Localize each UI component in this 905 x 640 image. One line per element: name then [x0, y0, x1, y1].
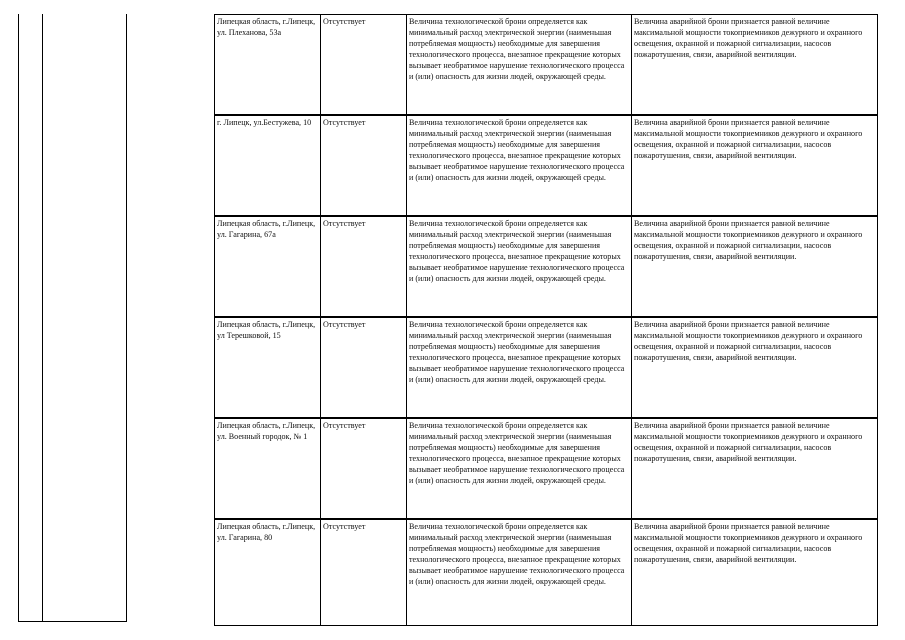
tech-reserve-cell: Величина технологической брони определяется как минимальный расход электрической энергии (наименьшая потребляемая мощность) необходимые для завершения технологического процесса, внезапное прекращение которых вызывает необратимое нарушение технологического процесса и (или) опасность для жизни людей, окружающей среды. [407, 519, 632, 626]
left-table-border [18, 14, 19, 622]
left-table-divider [126, 14, 127, 622]
table-row [215, 418, 878, 519]
address-cell: Липецкая область, г.Липецк, ул. Военный городок, № 1 [215, 418, 321, 519]
left-table-divider [42, 14, 43, 622]
table-row [215, 317, 878, 418]
emergency-reserve-cell: Величина аварийной брони признается равной величине максимальной мощности токоприемников дежурного и охранного освещения, охранной и пожарной сигнализации, насосов пожаротушения, связи, аварийной вентиляции. [632, 519, 878, 626]
reserve-table [214, 14, 878, 626]
tech-reserve-cell: Величина технологической брони определяется как минимальный расход электрической энергии (наименьшая потребляемая мощность) необходимые для завершения технологического процесса, внезапное прекращение которых вызывает необратимое нарушение технологического процесса и (или) опасность для жизни людей, окружающей среды. [407, 418, 632, 519]
address-cell: Липецкая область, г.Липецк, ул Терешковой, 15 [215, 317, 321, 418]
table-row [215, 115, 878, 216]
table-row [215, 15, 878, 116]
tech-reserve-cell: Величина технологической брони определяется как минимальный расход электрической энергии (наименьшая потребляемая мощность) необходимые для завершения технологического процесса, внезапное прекращение которых вызывает необратимое нарушение технологического процесса и (или) опасность для жизни людей, окружающей среды. [407, 15, 632, 116]
emergency-reserve-cell: Величина аварийной брони признается равной величине максимальной мощности токоприемников дежурного и охранного освещения, охранной и пожарной сигнализации, насосов пожаротушения, связи, аварийной вентиляции. [632, 317, 878, 418]
status-cell: Отсутствует [321, 115, 407, 216]
address-cell: Липецкая область, г.Липецк, ул. Плеханова, 53а [215, 15, 321, 116]
status-cell: Отсутствует [321, 216, 407, 317]
table-row [215, 519, 878, 626]
status-cell: Отсутствует [321, 15, 407, 116]
left-table-bottom-border [18, 621, 127, 622]
status-cell: Отсутствует [321, 519, 407, 626]
emergency-reserve-cell: Величина аварийной брони признается равной величине максимальной мощности токоприемников дежурного и охранного освещения, охранной и пожарной сигнализации, насосов пожаротушения, связи, аварийной вентиляции. [632, 15, 878, 116]
tech-reserve-cell: Величина технологической брони определяется как минимальный расход электрической энергии (наименьшая потребляемая мощность) необходимые для завершения технологического процесса, внезапное прекращение которых вызывает необратимое нарушение технологического процесса и (или) опасность для жизни людей, окружающей среды. [407, 317, 632, 418]
address-cell: Липецкая область, г.Липецк, ул. Гагарина, 67а [215, 216, 321, 317]
emergency-reserve-cell: Величина аварийной брони признается равной величине максимальной мощности токоприемников дежурного и охранного освещения, охранной и пожарной сигнализации, насосов пожаротушения, связи, аварийной вентиляции. [632, 115, 878, 216]
status-cell: Отсутствует [321, 418, 407, 519]
emergency-reserve-cell: Величина аварийной брони признается равной величине максимальной мощности токоприемников дежурного и охранного освещения, охранной и пожарной сигнализации, насосов пожаротушения, связи, аварийной вентиляции. [632, 418, 878, 519]
tech-reserve-cell: Величина технологической брони определяется как минимальный расход электрической энергии (наименьшая потребляемая мощность) необходимые для завершения технологического процесса, внезапное прекращение которых вызывает необратимое нарушение технологического процесса и (или) опасность для жизни людей, окружающей среды. [407, 216, 632, 317]
tech-reserve-cell: Величина технологической брони определяется как минимальный расход электрической энергии (наименьшая потребляемая мощность) необходимые для завершения технологического процесса, внезапное прекращение которых вызывает необратимое нарушение технологического процесса и (или) опасность для жизни людей, окружающей среды. [407, 115, 632, 216]
address-cell: г. Липецк, ул.Бестужева, 10 [215, 115, 321, 216]
address-cell: Липецкая область, г.Липецк, ул. Гагарина, 80 [215, 519, 321, 626]
emergency-reserve-cell: Величина аварийной брони признается равной величине максимальной мощности токоприемников дежурного и охранного освещения, охранной и пожарной сигнализации, насосов пожаротушения, связи, аварийной вентиляции. [632, 216, 878, 317]
status-cell: Отсутствует [321, 317, 407, 418]
table-row [215, 216, 878, 317]
